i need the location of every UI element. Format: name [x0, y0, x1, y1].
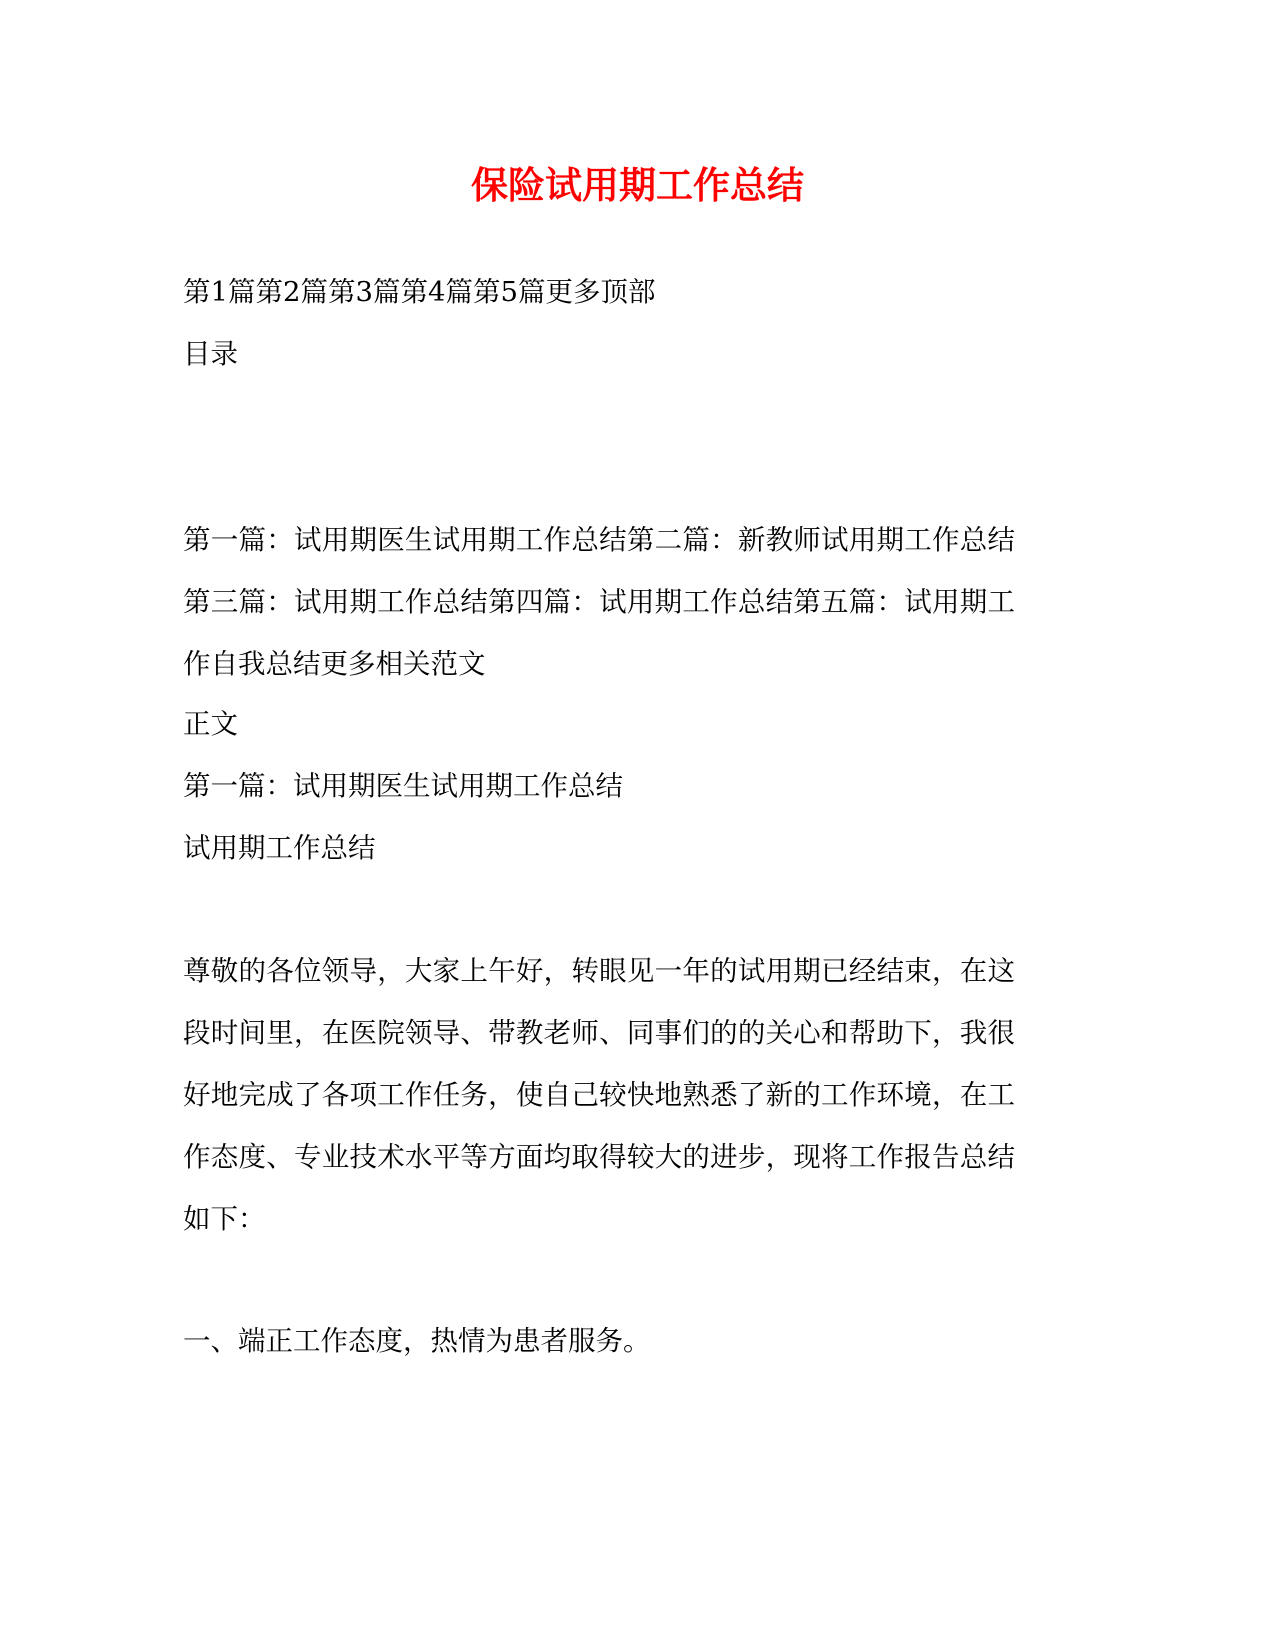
toc-heading: 目录: [183, 338, 238, 370]
chapter-nav-links[interactable]: 第1篇第2篇第3篇第4篇第5篇更多顶部: [183, 276, 656, 308]
section-heading-1: 一、端正工作态度，热情为患者服务。: [183, 1325, 651, 1357]
chapter-title: 第一篇：试用期医生试用期工作总结: [183, 770, 623, 802]
body-heading: 正文: [183, 708, 238, 740]
document-title: 保险试用期工作总结: [471, 163, 804, 207]
toc-list[interactable]: 第一篇：试用期医生试用期工作总结第二篇：新教师试用期工作总结第三篇：试用期工作总结第四篇：试用期工作总结第五篇：试用期工作自我总结更多相关范文: [183, 524, 1015, 680]
subtitle: 试用期工作总结: [183, 832, 376, 864]
intro-paragraph: 尊敬的各位领导，大家上午好，转眼见一年的试用期已经结束，在这段时间里，在医院领导、带教老师、同事们的的关心和帮助下，我很好地完成了各项工作任务，使自己较快地熟悉了新的工作环境，在工作态度、专业技术水平等方面均取得较大的进步，现将工作报告总结如下：: [183, 955, 1015, 1235]
